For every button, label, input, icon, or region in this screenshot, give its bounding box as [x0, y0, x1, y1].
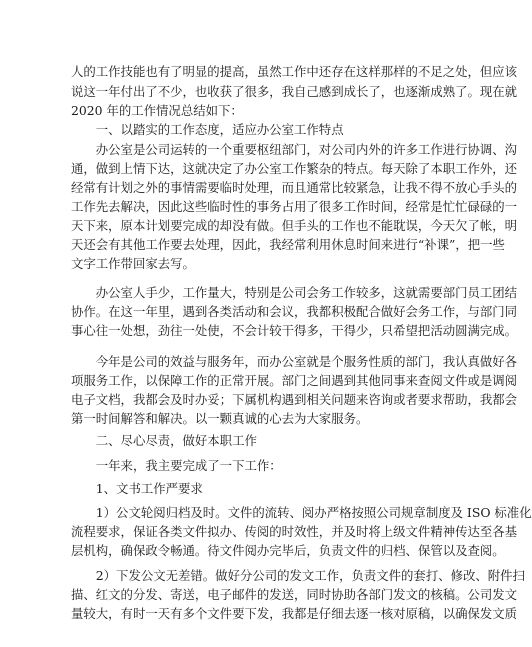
text-line-9: 天下来，原本计划要完成的却没有做。但手头的工作也不能耽误，今天欠了帐，明	[71, 218, 518, 233]
text-line-18: 第一时间解答和解决。以一颗真诚的心去为大家服务。	[71, 411, 369, 426]
text-line-24: 层机构，确保政令畅通。待文件阅办完毕后，负责文件的归档、保管以及查阅。	[71, 543, 505, 558]
text-line-10: 天还会有其他工作要去处理，因此，我经常利用休息时间来进行“补课”，把一些	[71, 237, 505, 252]
text-line-26: 描、红文的分发、寄送，电子邮件的发送，同时协助各部门发文的核稿。公司发文	[71, 587, 518, 602]
text-line-13: 协作。在这一年里，遇到各类活动和会议，我都积极配合做好会务工作，与部门同	[71, 304, 518, 319]
text-line-1: 人的工作技能也有了明显的提高，虽然工作中还存在这样那样的不足之处，但应该	[71, 64, 518, 79]
text-line-12: 办公室人手少，工作量大，特别是公司会务工作较多，这就需要部门员工团结	[71, 285, 518, 300]
text-line-20: 一年来，我主要完成了一下工作：	[71, 458, 282, 473]
section-heading-2: 二、尽心尽责，做好本职工作	[71, 433, 257, 448]
text-line-22: 1）公文轮阅归档及时。文件的流转、阅办严格按照公司规章制度及 ISO 标准化	[71, 505, 532, 520]
section-heading-1: 一、以踏实的工作态度，适应办公室工作特点	[71, 122, 344, 137]
text-line-3: 2020 年的工作情况总结如下：	[71, 103, 243, 118]
text-line-14: 事心往一处想，劲往一处使，不会计较干得多，干得少，只希望把活动圆满完成。	[71, 323, 518, 338]
text-line-16: 项服务工作，以保障工作的正常开展。部门之间遇到其他同事来查阅文件或是调阅	[71, 373, 518, 388]
subsection-heading: 1、文书工作严要求	[71, 481, 203, 496]
text-line-15: 今年是公司的效益与服务年，而办公室就是个服务性质的部门，我认真做好各	[71, 354, 518, 369]
text-line-5: 办公室是公司运转的一个重要枢纽部门，对公司内外的许多工作进行协调、沟	[71, 142, 518, 157]
text-line-8: 工作先去解决，因此这些临时性的事务占用了很多工作时间，经常是忙忙碌碌的一	[71, 199, 518, 214]
text-line-2: 说这一年付出了不少，也收获了很多，我自己感到成长了，也逐渐成熟了。现在就	[71, 84, 518, 99]
text-line-17: 电子文档，我都会及时办妥；下属机构遇到相关问题来咨询或者要求帮助，我都会	[71, 392, 518, 407]
text-line-27: 量较大，有时一天有多个文件要下发，我都是仔细去逐一核对原稿，以确保发文质	[71, 606, 518, 621]
text-line-6: 通，做到上情下达，这就决定了办公室工作繁杂的特点。每天除了本职工作外，还	[71, 161, 518, 176]
text-line-11: 文字工作带回家去写。	[71, 256, 195, 271]
text-line-7: 经常有计划之外的事情需要临时处理，而且通常比较紧急，让我不得不放心手头的	[71, 180, 518, 195]
text-line-23: 流程要求，保证各类文件拟办、传阅的时效性，并及时将上级文件精神传达至各基	[71, 524, 518, 539]
text-line-25: 2）下发公文无差错。做好分公司的发文工作，负责文件的套打、修改、附件扫	[71, 568, 525, 583]
